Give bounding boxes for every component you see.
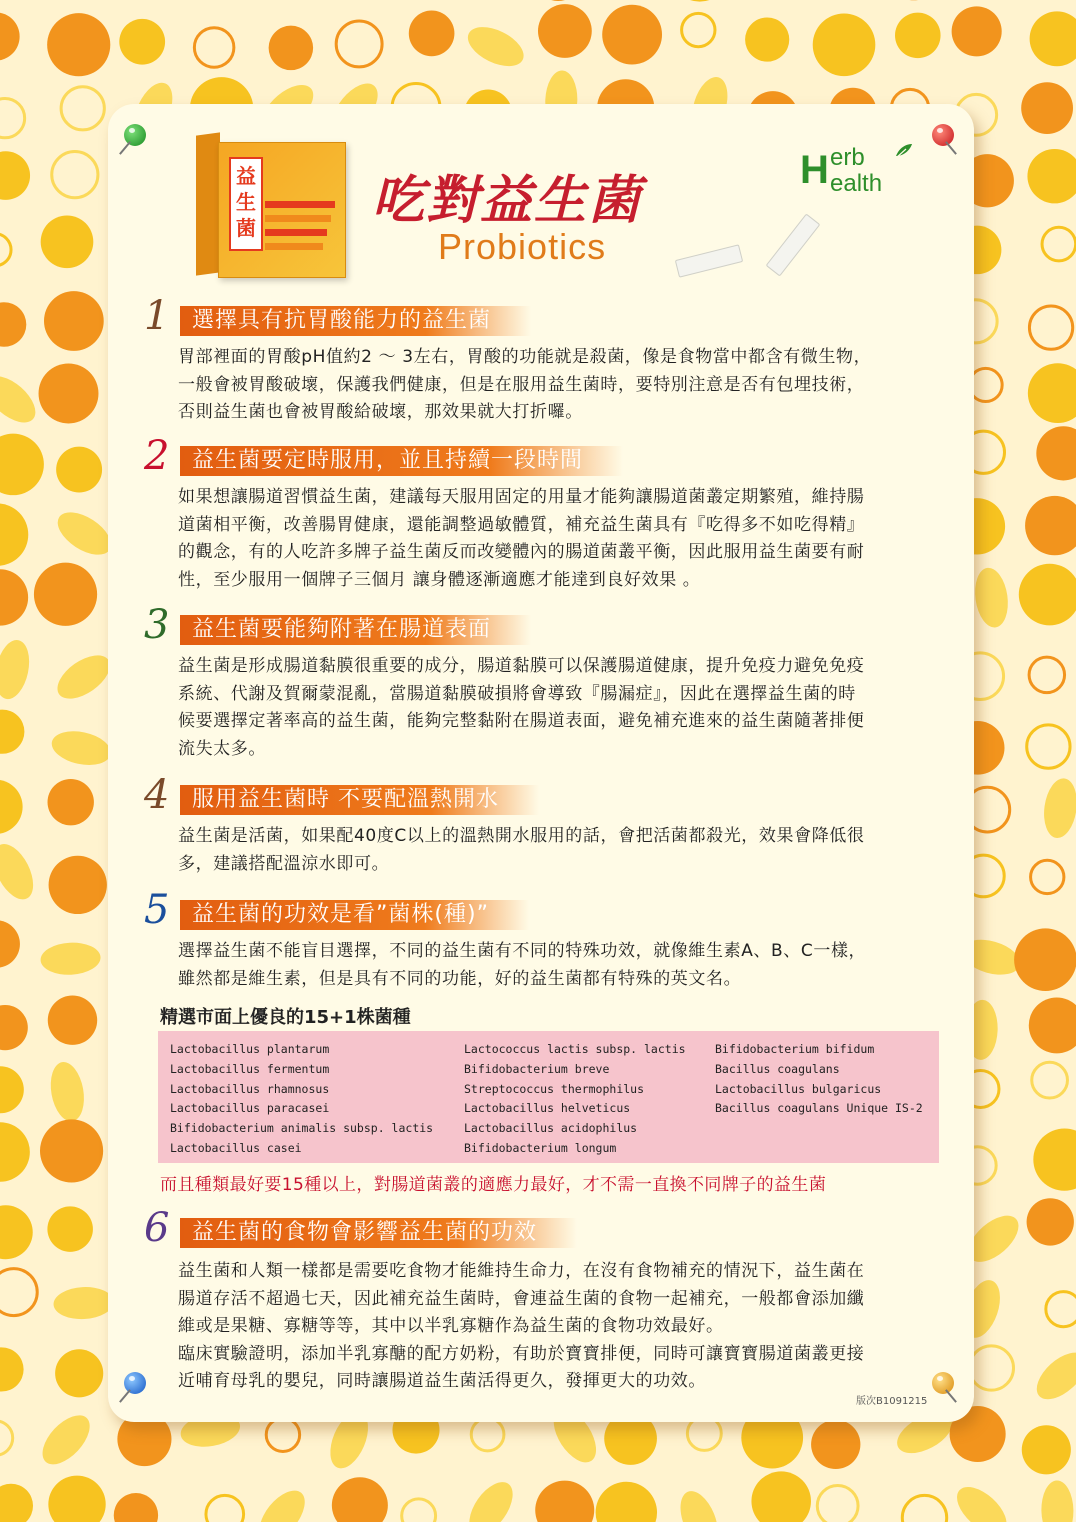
section-number: 2 [144, 433, 170, 479]
section-number: 3 [144, 602, 170, 648]
pattern-blob [461, 1475, 522, 1522]
pattern-blob [673, 1486, 725, 1522]
page-title: 吃對益生菌 [372, 170, 643, 231]
strain-column [715, 1040, 923, 1119]
pattern-ring [0, 98, 25, 137]
pattern-ring [0, 234, 11, 266]
pattern-dot [55, 1349, 103, 1397]
pattern-dot [0, 710, 24, 754]
pattern-dot [0, 151, 30, 200]
pattern-dot [0, 1066, 24, 1113]
pattern-dot [56, 447, 102, 493]
pattern-dot [952, 6, 1002, 56]
pattern-dot [0, 780, 23, 834]
pattern-dot [0, 1122, 30, 1182]
pattern-dot [269, 26, 313, 70]
pattern-ring [1032, 1062, 1068, 1098]
pattern-dot [813, 13, 876, 76]
pattern-dot [0, 1347, 24, 1391]
pattern-ring [817, 1486, 858, 1522]
green-pin-icon [124, 124, 146, 146]
pattern-blob [1041, 1480, 1074, 1522]
strain-column [464, 1040, 686, 1159]
pattern-dot [533, 0, 584, 1]
pattern-ring [402, 1499, 436, 1522]
pattern-ring [194, 28, 234, 68]
pattern-dot [538, 4, 592, 58]
herb-health-logo: H erb ealth [800, 140, 930, 200]
section-4-text: 益生菌是活菌，如果配40度C以上的溫熱開水服用的話，會把活菌都殺光，效果會降低很 多，建議搭配溫涼水即可。 [178, 826, 865, 874]
pattern-ring [1029, 657, 1064, 692]
pattern-ring [1027, 725, 1070, 768]
pattern-dot [1027, 149, 1076, 203]
pattern-blob [251, 1483, 314, 1522]
pattern-dot [47, 13, 110, 76]
strain-item: Bacillus coagulans [715, 1061, 840, 1076]
section-1-text: 胃部裡面的胃酸pH值約2 ～ 3左右，胃酸的功能就是殺菌，像是食物當中都含有微生物， 一般會被胃酸破壞，保護我們健康，但是在服用益生菌時，要特別注意是否有包埋技術， 否則益生菌也會被胃酸給破壞，那效果就大打折囉。 [178, 347, 872, 422]
strain-item: Lactobacillus acidophilus [464, 1121, 638, 1136]
pattern-dot [0, 302, 26, 347]
strain-item: Lactobacillus casei [170, 1140, 302, 1155]
pattern-dot [41, 215, 94, 268]
pattern-dot [535, 1481, 594, 1522]
pattern-blob [462, 19, 530, 74]
version-label: 版次B1091215 [856, 1396, 928, 1407]
pattern-dot [48, 1476, 105, 1522]
pattern-dot [1019, 564, 1076, 626]
pattern-blob [1040, 776, 1076, 840]
section-number: 6 [144, 1205, 170, 1251]
section-heading: 益生菌的食物會影響益生菌的功效 [180, 1218, 577, 1248]
pattern-dot [670, 0, 729, 2]
pattern-dot [44, 291, 104, 351]
strain-item: Bifidobacterium breve [464, 1061, 610, 1076]
pattern-ring [52, 152, 98, 198]
pattern-ring [336, 21, 382, 67]
pattern-blob [0, 368, 44, 432]
pattern-dot [0, 569, 28, 625]
strain-item: Bifidobacterium longum [464, 1140, 617, 1155]
red-pin-icon [932, 124, 954, 146]
pattern-ring [0, 1269, 37, 1316]
pattern-dot [40, 1119, 103, 1182]
pattern-dot [1025, 496, 1076, 555]
pattern-blob [949, 1478, 1015, 1522]
strain-item: Lactobacillus paracasei [170, 1101, 330, 1116]
pattern-dot [1021, 82, 1073, 134]
pattern-dot [0, 1005, 28, 1050]
pattern-dot [602, 5, 662, 65]
pattern-dot [751, 1471, 811, 1522]
pattern-ring [902, 1495, 946, 1522]
pattern-ring [206, 1495, 244, 1522]
product-box-label: 益 生 菌 [229, 157, 263, 251]
section-heading: 益生菌的功效是看”菌株(種)” [180, 900, 529, 930]
pattern-blob [971, 566, 1011, 630]
strain-list-title: 精選市面上優良的15+1株菌種 [160, 1007, 411, 1028]
pattern-dot [811, 1420, 860, 1469]
pattern-dot [0, 12, 20, 60]
pattern-dot [409, 11, 455, 57]
section-heading: 選擇具有抗胃酸能力的益生菌 [180, 306, 531, 336]
pattern-blob [40, 941, 102, 976]
section-3-text: 益生菌是形成腸道黏膜很重要的成分，腸道黏膜可以保護腸道健康，提升免疫力避免免疫 系統、代謝及賀爾蒙混亂，當腸道黏膜破損將會導致『腸漏症』，因此在選擇益生菌的時 候要選擇定著率高的益生菌，能夠完整黏附在腸道表面，避免補充進來的益生菌隨著排便 流失太多。 [178, 656, 865, 759]
pattern-dot [114, 1493, 158, 1522]
product-box-image [190, 130, 356, 280]
pattern-dot [596, 1482, 657, 1522]
strain-item: Lactobacillus fermentum [170, 1061, 330, 1076]
pattern-ring [682, 13, 715, 46]
section-6-text: 益生菌和人類一樣都是需要吃食物才能維持生命力，在沒有食物補充的情況下，益生菌在 腸道存活不超過七天，因此補充益生菌時，會連益生菌的食物一起補充，一般都會添加纖 維或是果糖、寡糖等等，其中以半乳寡糖作為益生菌的食物功效最好。 臨床實驗證明，添加半乳寡醣的配方奶粉，有助於寶寶排便，同時可讓寶寶腸道菌叢更接 近哺育母乳的嬰兒，同時讓腸道益生菌活得更久，發揮更大的功效。 [178, 1261, 865, 1391]
pattern-dot [1029, 997, 1076, 1053]
pattern-dot [0, 1484, 33, 1522]
pattern-blob [46, 1059, 88, 1124]
section-number: 5 [144, 887, 170, 933]
strain-item: Streptococcus thermophilus [464, 1081, 645, 1096]
strain-item: Lactococcus lactis subsp. lactis [464, 1042, 686, 1056]
pattern-blob [53, 1286, 115, 1321]
pattern-blob [1029, 1344, 1076, 1408]
section-number: 1 [144, 293, 170, 339]
pattern-dot [745, 17, 789, 61]
pattern-dot [1033, 1128, 1076, 1190]
pattern-dot [0, 434, 44, 495]
pattern-ring [1029, 306, 1072, 349]
section-heading: 益生菌要能夠附著在腸道表面 [180, 615, 531, 645]
pattern-ring [969, 1346, 1013, 1390]
strain-item: Lactobacillus helveticus [464, 1101, 631, 1116]
pattern-dot [39, 364, 99, 424]
leaf-icon [894, 142, 914, 165]
strain-item: Lactobacillus plantarum [170, 1042, 330, 1056]
strain-item: Bacillus coagulans Unique IS-2 [715, 1101, 923, 1116]
pattern-dot [1036, 426, 1076, 480]
section-2-text: 如果想讓腸道習慣益生菌，建議每天服用固定的用量才能夠讓腸道菌叢定期繁殖，維持腸 道菌相平衡，改善腸胃健康，還能調整過敏體質，補充益生菌具有『吃得多不如吃得精』 的觀念，有的人吃許多牌子益生菌反而改變體內的腸道菌叢平衡，因此服用益生菌要有耐 性，至少服用一個牌子三個月 讓身體逐漸適應才能達到良好效果 。 [178, 487, 865, 590]
strain-item: Bifidobacterium bifidum [715, 1042, 875, 1056]
pattern-ring [969, 368, 1002, 401]
strain-list [158, 1031, 939, 1163]
page-subtitle: Probiotics [438, 226, 607, 267]
pattern-dot [0, 503, 28, 566]
pattern-ring [61, 87, 104, 130]
pattern-dot [49, 856, 107, 914]
pattern-dot [47, 1206, 93, 1252]
pattern-blob [34, 1407, 98, 1473]
pattern-ring [0, 1421, 13, 1455]
pattern-dot [895, 13, 941, 59]
pattern-dot [332, 1477, 388, 1522]
strain-note: 而且種類最好要15種以上，對腸道菌叢的適應力最好，才不需一直換不同牌子的益生菌 [160, 1175, 827, 1195]
strain-column [170, 1040, 433, 1159]
strain-item: Lactobacillus bulgaricus [715, 1081, 882, 1096]
blue-pin-icon [124, 1372, 146, 1394]
pattern-ring [1046, 1292, 1076, 1327]
pattern-dot [1014, 928, 1076, 991]
pattern-dot [119, 19, 165, 65]
pattern-blob [0, 637, 34, 702]
pattern-dot [1030, 11, 1076, 66]
pattern-dot [0, 920, 20, 968]
pattern-ring [471, 1418, 504, 1451]
pattern-ring [1031, 860, 1064, 893]
section-heading: 服用益生菌時 不要配溫熱開水 [180, 785, 539, 815]
pattern-dot [48, 996, 97, 1045]
pattern-dot [1028, 363, 1076, 423]
pattern-dot [1022, 1425, 1071, 1474]
pattern-dot [1027, 1198, 1074, 1245]
pattern-blob [49, 726, 114, 770]
section-5-text: 選擇益生菌不能盲目選擇，不同的益生菌有不同的特殊功效，就像維生素A、B、C一樣， 雖然都是維生素，但是具有不同的功能，好的益生菌都有特殊的英文名。 [178, 941, 867, 989]
pattern-dot [0, 1205, 33, 1259]
strain-item: Lactobacillus rhamnosus [170, 1081, 330, 1096]
pattern-dot [34, 563, 97, 626]
pattern-ring [266, 1418, 299, 1451]
pattern-dot [48, 779, 94, 825]
pattern-blob [0, 838, 41, 906]
pattern-ring [1042, 227, 1076, 261]
section-heading: 益生菌要定時服用，並且持續一段時間 [180, 446, 623, 476]
strain-item: Bifidobacterium animalis subsp. lactis [170, 1121, 434, 1136]
section-number: 4 [144, 772, 170, 818]
